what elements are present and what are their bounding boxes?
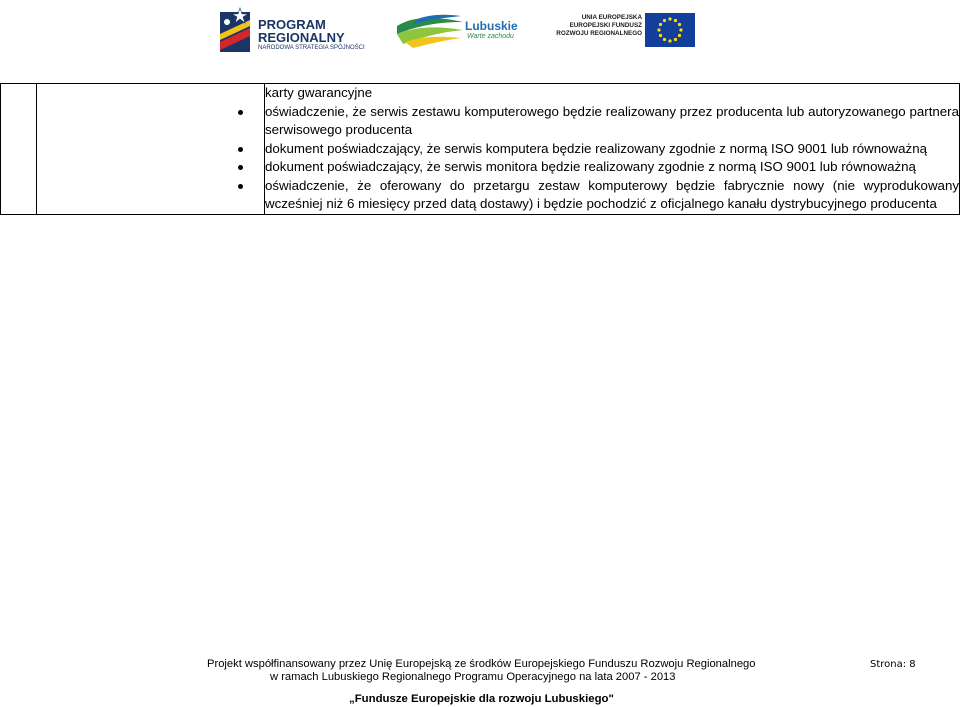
bullet-icon [238, 165, 243, 170]
program-regionalny-logo [216, 6, 370, 56]
list-item: oświadczenie, że serwis zestawu komputerowego będzie realizowany przez producenta lub autoryzowanego partnera serwisowego producenta [265, 103, 959, 140]
bullet-icon [238, 147, 243, 152]
program-logo-subtitle: NARODOWA STRATEGIA SPÓJNOŚCI [258, 45, 365, 51]
list-item: oświadczenie, że oferowany do przetargu zestaw komputerowy będzie fabrycznie nowy (nie wyprodukowany wcześniej niż 6 miesięcy przed datą dostawy) i będzie pochodzić z oficjalnego kanału dystrybucyjnego producenta [265, 177, 959, 214]
list-item: dokument poświadczający, że serwis komputera będzie realizowany zgodnie z normą ISO 9001 lub równoważną [265, 140, 959, 159]
lubuskie-wave-icon [395, 12, 465, 48]
bullet-icon [238, 110, 243, 115]
program-regionalny-emblem-icon [216, 6, 256, 56]
requirements-table [0, 83, 960, 215]
eu-logo [548, 12, 698, 48]
list-item: dokument poświadczający, że serwis monitora będzie realizowany zgodnie z normą ISO 9001 lub równoważną [265, 158, 959, 177]
page-number: Strona: 8 [870, 659, 916, 670]
eu-logo-text: UNIA EUROPEJSKA EUROPEJSKI FUNDUSZ ROZWOJU REGIONALNEGO [556, 14, 642, 37]
table-row [1, 84, 960, 215]
footer-program-text: w ramach Lubuskiego Regionalnego Programu Operacyjnego na lata 2007 - 2013 [270, 671, 676, 683]
bullet-icon [238, 184, 243, 189]
footer-slogan: „Fundusze Europejskie dla rozwoju Lubuskiego" [349, 693, 614, 705]
table-cell-description [265, 84, 960, 215]
requirements-list [265, 103, 959, 214]
table-cell-number [1, 84, 37, 215]
eu-flag-icon [645, 13, 695, 47]
header-logos [0, 0, 960, 62]
lubuskie-logo [395, 12, 520, 48]
table-cell-name [37, 84, 265, 215]
footer-cofinancing-text: Projekt współfinansowany przez Unię Europejską ze środków Europejskiego Funduszu Rozwoju Regionalnego [207, 658, 756, 670]
lubuskie-logo-title: Lubuskie [465, 19, 518, 33]
warranty-cards-text: karty gwarancyjne [265, 85, 373, 100]
program-logo-title: PROGRAM REGIONALNY [258, 17, 345, 45]
lubuskie-logo-tagline: Warte zachodu [467, 33, 514, 40]
page-footer [0, 656, 960, 706]
